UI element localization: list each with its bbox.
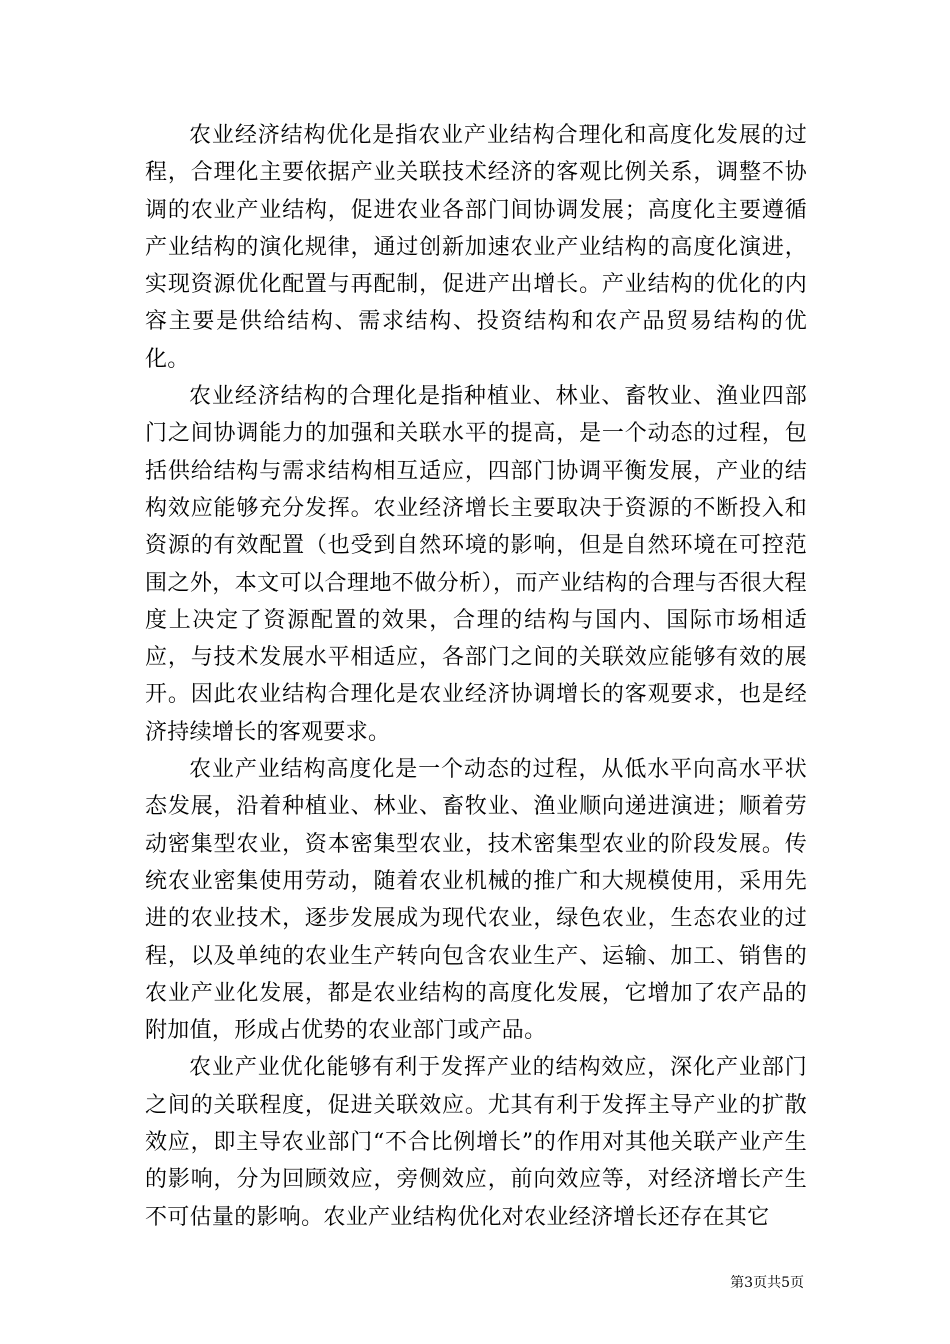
document-body	[145, 117, 807, 1236]
paragraph-4: 农业产业优化能够有利于发挥产业的结构效应，深化产业部门之间的关联程度，促进关联效应。尤其有利于发挥主导产业的扩散效应，即主导农业部门“不合比例增长”的作用对其他关联产业产生的影响，分为回顾效应，旁侧效应，前向效应等，对经济增长产生不可估量的影响。农业产业结构优化对农业经济增长还存在其它	[145, 1055, 807, 1230]
paragraph-1: 农业经济结构优化是指农业产业结构合理化和高度化发展的过程，合理化主要依据产业关联技术经济的客观比例关系，调整不协调的农业产业结构，促进农业各部门间协调发展；高度化主要遵循产业结构的演化规律，通过创新加速农业产业结构的高度化演进，实现资源优化配置与再配制，促进产出增长。产业结构的优化的内容主要是供给结构、需求结构、投资结构和农产品贸易结构的优化。	[145, 123, 807, 372]
paragraph-2: 农业经济结构的合理化是指种植业、林业、畜牧业、渔业四部门之间协调能力的加强和关联水平的提高，是一个动态的过程，包括供给结构与需求结构相互适应，四部门协调平衡发展，产业的结构效应能够充分发挥。农业经济增长主要取决于资源的不断投入和资源的有效配置（也受到自然环境的影响，但是自然环境在可控范围之外，本文可以合理地不做分析），而产业结构的合理与否很大程度上决定了资源配置的效果，合理的结构与国内、国际市场相适应，与技术发展水平相适应，各部门之间的关联效应能够有效的展开。因此农业结构合理化是农业经济协调增长的客观要求，也是经济持续增长的客观要求。	[145, 384, 807, 745]
paragraph-3: 农业产业结构高度化是一个动态的过程，从低水平向高水平状态发展，沿着种植业、林业、畜牧业、渔业顺向递进演进；顺着劳动密集型农业，资本密集型农业，技术密集型农业的阶段发展。传统农业密集使用劳动，随着农业机械的推广和大规模使用，采用先进的农业技术，逐步发展成为现代农业，绿色农业，生态农业的过程，以及单纯的农业生产转向包含农业生产、运输、加工、销售的农业产业化发展，都是农业结构的高度化发展，它增加了农产品的附加值，形成占优势的农业部门或产品。	[145, 757, 807, 1044]
page-number-footer: 第3页共5页	[730, 1275, 804, 1291]
